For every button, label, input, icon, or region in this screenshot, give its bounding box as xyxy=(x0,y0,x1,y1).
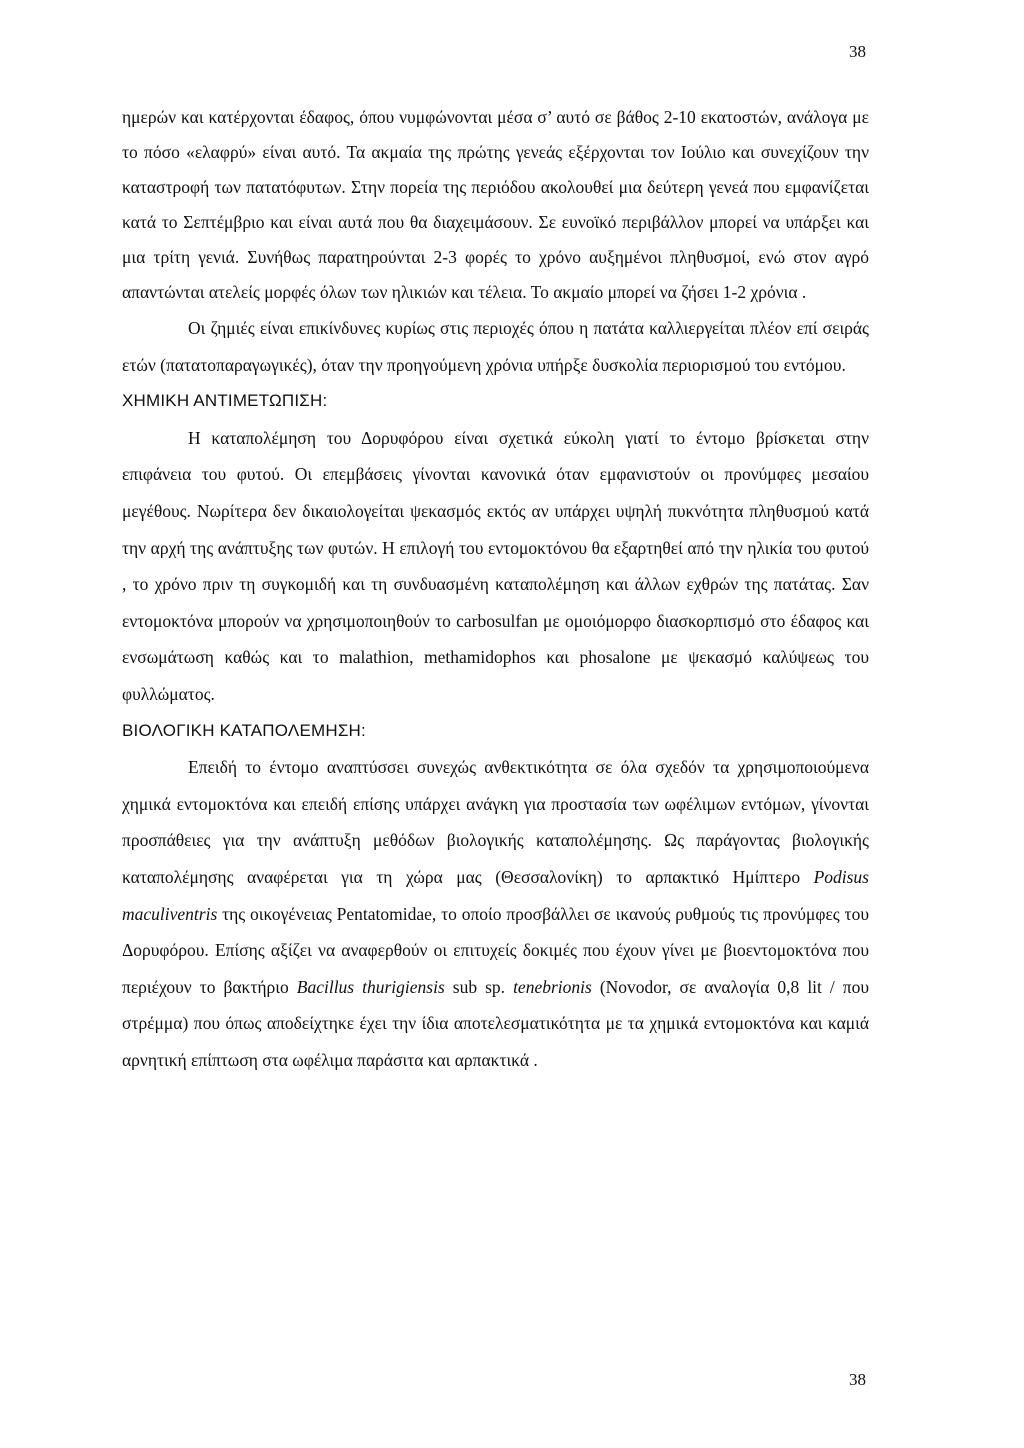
page-number-top: 38 xyxy=(849,42,866,61)
document-body xyxy=(122,100,869,1078)
text-segment: Επειδή το έντομο αναπτύσσει συνεχώς ανθεκτικότητα σε όλα σχεδόν τα χρησιμοποιούμενα χημικά εντομοκτόνα και επειδή επίσης υπάρχει ανάγκη για προστασία των ωφέλιμων εντόμων, γίνονται προσπάθειες για την ανάπτυξη μεθόδων βιολογικής καταπολέμησης. Ως παράγοντας βιολογικής καταπολέμησης αναφέρεται για τη χώρα μας (Θεσσαλονίκη) το αρπακτικό Ημίπτερο xyxy=(122,757,869,887)
heading-chemical-control: ΧΗΜΙΚΗ ΑΝΤΙΜΕΤΩΠΙΣΗ: xyxy=(122,391,328,411)
paragraph-life-cycle: ημερών και κατέρχονται έδαφος, όπου νυμφώνονται μέσα σ’ αυτό σε βάθος 2-10 εκατοστών, ανάλογα με το πόσο «ελαφρύ» είναι αυτό. Τα ακμαία της πρώτης γενεάς εξέρχονται τον Ιούλιο και συνεχίζουν την καταστροφή των πατατόφυτων. Στην πορεία της περιόδου ακολουθεί μια δεύτερη γενεά που εμφανίζεται κατά το Σεπτέμβριο και είναι αυτά που θα διαχειμάσουν. Σε ευνοϊκό περιβάλλον μπορεί να υπάρξει και μια τρίτη γενιά. Συνήθως παρατηρούνται 2-3 φορές το χρόνο αυξημένοι πληθυσμοί, ενώ στον αγρό απαντώνται ατελείς μορφές όλων των ηλικιών και τέλεια. Το ακμαίο μπορεί να ζήσει 1-2 χρόνια . xyxy=(122,107,869,302)
paragraph-chemical-control: Η καταπολέμηση του Δορυφόρου είναι σχετικά εύκολη γιατί το έντομο βρίσκεται στην επιφάνεια του φυτού. Οι επεμβάσεις γίνονται κανονικά όταν εμφανιστούν οι προνύμφες μεσαίου μεγέθους. Νωρίτερα δεν δικαιολογείται ψεκασμός εκτός αν υπάρχει υψηλή πυκνότητα πληθυσμού κατά την αρχή της ανάπτυξης των φυτών. Η επιλογή του εντομοκτόνου θα εξαρτηθεί από την ηλικία του φυτού , το χρόνο πριν τη συγκομιδή και τη συνδυασμένη καταπολέμηση και άλλων εχθρών της πατάτας. Σαν εντομοκτόνα μπορούν να χρησιμοποιηθούν το carbosulfan με ομοιόμορφο διασκορπισμό στο έδαφος και ενσωμάτωση καθώς και το malathion, methamidophos και phosalone με ψεκασμό καλύψεως του φυλλώματος. xyxy=(122,427,869,704)
paragraph-damages: Οι ζημιές είναι επικίνδυνες κυρίως στις περιοχές όπου η πατάτα καλλιεργείται πλέον επί σειράς ετών (πατατοπαραγωγικές), όταν την προηγούμενη χρόνια υπήρξε δυσκολία περιορισμού του εντόμου. xyxy=(122,318,869,375)
species-name-podisus: Podisus maculiventris xyxy=(122,866,869,924)
heading-biological-control: ΒΙΟΛΟΓΙΚΗ ΚΑΤΑΠΟΛΕΜΗΣΗ: xyxy=(122,720,366,740)
text-segment: sub sp. xyxy=(444,976,514,997)
subspecies-name-tenebrionis: tenebrionis xyxy=(513,976,592,997)
species-name-bacillus: Bacillus thurigiensis xyxy=(296,976,445,997)
paragraph-biological-control xyxy=(122,749,869,1078)
text-segment: της οικογένειας Pentatomidae, το οποίο προσβάλλει σε ικανούς ρυθμούς τις προνύμφες του Δορυφόρου. Επίσης αξίζει να αναφερθούν οι επιτυχείς δοκιμές που έχουν γίνει με βιοεντομοκτόνα που περιέχουν το βακτήριο xyxy=(122,903,869,997)
text-segment: (Novodor, σε αναλογία 0,8 lit / που στρέμμα) που όπως αποδείχτηκε έχει την ίδια αποτελεσματικότητα με τα χημικά εντομοκτόνα και καμιά αρνητική επίπτωση στα ωφέλιμα παράσιτα και αρπακτικά . xyxy=(122,976,870,1070)
page-number-bottom: 38 xyxy=(849,1370,866,1389)
